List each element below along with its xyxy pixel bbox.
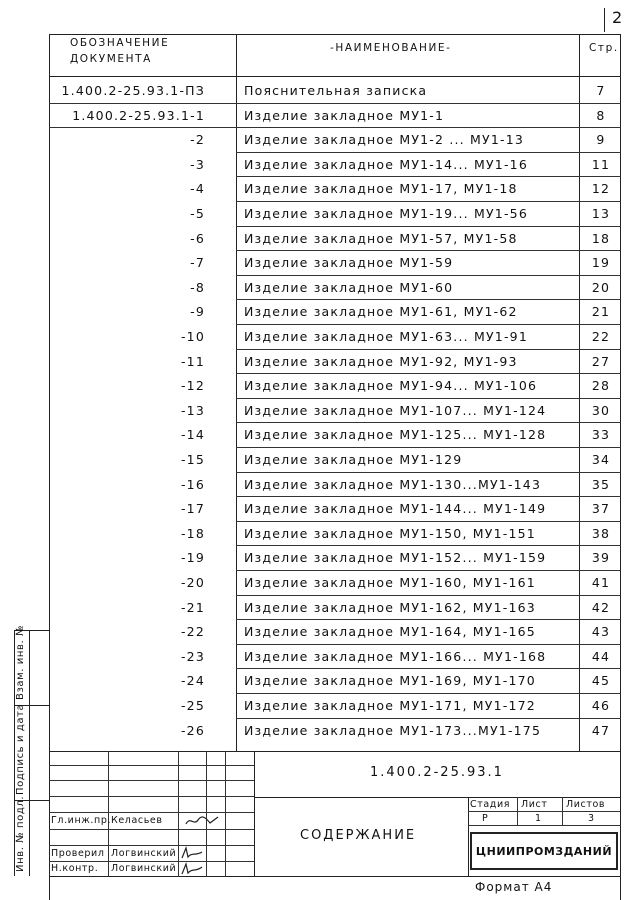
row-code: -2 — [190, 132, 205, 148]
row-divider — [236, 644, 621, 645]
row-name: Изделие закладное МУ1-129 — [244, 452, 463, 467]
row-divider — [236, 545, 621, 546]
row-divider — [236, 176, 621, 177]
row-code: -22 — [180, 624, 205, 640]
row-divider — [236, 349, 621, 350]
row-divider — [236, 152, 621, 153]
row-page: 22 — [591, 329, 611, 344]
row-code: -26 — [180, 722, 205, 738]
row-code: -12 — [180, 378, 205, 394]
row-name: Изделие закладное МУ1-125... МУ1-128 — [244, 427, 547, 443]
organization-logo — [470, 832, 618, 870]
row-divider — [236, 226, 621, 227]
row-page: 18 — [591, 230, 611, 246]
tb-title-divider — [468, 797, 469, 877]
tb-stage-col-2 — [562, 797, 563, 825]
row-name: Изделие закладное МУ1-63... МУ1-91 — [244, 329, 528, 344]
tb-row-7 — [49, 861, 254, 862]
header-name: -НАИМЕНОВАНИЕ- — [330, 42, 452, 54]
row-code: -3 — [190, 156, 205, 172]
row-name: Изделие закладное МУ1-2 ... МУ1-13 — [244, 132, 524, 148]
format-label: Формат А4 — [475, 880, 553, 894]
name-norm-control: Логвинский — [111, 863, 177, 874]
row-name: Изделие закладное МУ1-59 — [244, 255, 454, 271]
row-page: 8 — [596, 107, 606, 123]
stamp-signature-date-label: Подпись и дата — [15, 703, 26, 795]
row-code: 1.400.2-25.93.1-ПЗ — [61, 83, 205, 98]
row-name: Изделие закладное МУ1-169, МУ1-170 — [244, 673, 536, 689]
row-name: Изделие закладное МУ1-166... МУ1-168 — [244, 648, 547, 664]
sheet-number-box-line — [604, 8, 605, 32]
row-code: -11 — [180, 353, 205, 369]
row-name: Изделие закладное МУ1-130...МУ1-143 — [244, 476, 542, 492]
row-page: 37 — [591, 501, 611, 517]
row-divider — [236, 324, 621, 325]
row-name: Изделие закладное МУ1-94... МУ1-106 — [244, 378, 538, 394]
row-divider — [236, 447, 621, 448]
row-code: -17 — [180, 501, 205, 517]
row-page: 13 — [591, 206, 611, 221]
row-divider — [236, 250, 621, 251]
tb-stage-header-divider — [468, 811, 621, 812]
row-divider — [236, 472, 621, 473]
row-page: 39 — [591, 550, 611, 566]
row-divider — [236, 373, 621, 374]
tb-row-2 — [49, 780, 254, 781]
row-page: 19 — [591, 255, 611, 271]
row-divider — [236, 275, 621, 276]
role-norm-control: Н.контр. — [51, 863, 99, 874]
row-name: Изделие закладное МУ1-152... МУ1-159 — [244, 550, 547, 566]
row-name: Изделие закладное МУ1-14... МУ1-16 — [244, 156, 528, 172]
row-name: Изделие закладное МУ1-1 — [244, 107, 445, 123]
header-designation-line2: ДОКУМЕНТА — [70, 53, 152, 65]
row-code: -13 — [180, 402, 205, 418]
signature-chief-engineer — [184, 814, 220, 828]
tb-code-divider — [254, 797, 621, 798]
row-name: Пояснительная записка — [244, 83, 428, 98]
tb-stage-value-divider — [468, 825, 621, 826]
document-title: СОДЕРЖАНИЕ — [300, 828, 417, 843]
row-divider — [236, 496, 621, 497]
row-code: -5 — [190, 206, 205, 221]
row-divider — [236, 521, 621, 522]
tb-row-3 — [49, 796, 254, 797]
row-code: -4 — [190, 181, 205, 197]
table-header-divider — [49, 76, 621, 77]
row-page: 41 — [591, 575, 611, 590]
row-page: 27 — [591, 353, 611, 369]
row-code: -23 — [180, 648, 205, 664]
row-page: 44 — [591, 648, 611, 664]
organization-name: ЦНИИПРОМЗДАНИЙ — [475, 844, 613, 858]
row-page: 34 — [591, 452, 611, 467]
frame-right — [620, 34, 621, 900]
row-page: 43 — [591, 624, 611, 640]
header-page: Стр. — [589, 42, 619, 54]
row-name: Изделие закладное МУ1-171, МУ1-172 — [244, 698, 536, 713]
frame-bottom — [49, 876, 621, 877]
stage-value: Р — [482, 813, 489, 824]
row-name: Изделие закладное МУ1-173...МУ1-175 — [244, 722, 542, 738]
side-stamp-divider — [29, 630, 30, 876]
title-block-top — [49, 751, 621, 752]
role-checked: Проверил — [51, 848, 105, 859]
row-page: 28 — [591, 378, 611, 394]
row-divider — [236, 668, 621, 669]
row-name: Изделие закладное МУ1-92, МУ1-93 — [244, 353, 518, 369]
row-name: Изделие закладное МУ1-160, МУ1-161 — [244, 575, 536, 590]
row-divider — [236, 398, 621, 399]
tb-col-4 — [225, 751, 226, 877]
tb-stage-col-1 — [517, 797, 518, 825]
row-code: -10 — [180, 329, 205, 344]
row-code: -18 — [180, 525, 205, 541]
row-name: Изделие закладное МУ1-19... МУ1-56 — [244, 206, 528, 221]
row-code: -14 — [180, 427, 205, 443]
row-page: 33 — [591, 427, 611, 443]
row-code: -7 — [190, 255, 205, 271]
row-code: -16 — [180, 476, 205, 492]
row-page: 20 — [591, 279, 611, 295]
signature-norm-control — [180, 862, 204, 876]
row-name: Изделие закладное МУ1-61, МУ1-62 — [244, 304, 518, 320]
frame-top — [49, 34, 621, 35]
document-code: 1.400.2-25.93.1 — [370, 765, 504, 780]
row-divider — [236, 570, 621, 571]
row-name: Изделие закладное МУ1-150, МУ1-151 — [244, 525, 536, 541]
role-chief-engineer: Гл.инж.пр. — [51, 815, 112, 826]
row-code: -19 — [180, 550, 205, 566]
stage-label: Стадия — [470, 799, 511, 810]
row-page: 46 — [591, 698, 611, 713]
name-checked: Логвинский — [111, 848, 177, 859]
row-page: 30 — [591, 402, 611, 418]
row-page: 9 — [596, 132, 606, 148]
row-divider — [236, 595, 621, 596]
row-code: -15 — [180, 452, 205, 467]
name-chief-engineer: Келасьев — [111, 815, 163, 826]
row-name: Изделие закладное МУ1-17, МУ1-18 — [244, 181, 518, 197]
row-page: 21 — [591, 304, 611, 320]
row-page: 42 — [591, 599, 611, 615]
sheets-label: Листов — [566, 799, 606, 810]
title-block-main-divider — [254, 751, 255, 877]
row-code: -24 — [180, 673, 205, 689]
row-divider — [236, 422, 621, 423]
row-divider-left — [49, 127, 236, 128]
row-name: Изделие закладное МУ1-107... МУ1-124 — [244, 402, 547, 418]
row-name: Изделие закладное МУ1-144... МУ1-149 — [244, 501, 547, 517]
row-code: -6 — [190, 230, 205, 246]
row-divider — [236, 201, 621, 202]
tb-col-1 — [108, 751, 109, 877]
row-divider — [236, 693, 621, 694]
row-code: 1.400.2-25.93.1-1 — [72, 107, 205, 123]
row-divider-left — [49, 103, 236, 104]
sheets-value: 3 — [588, 813, 595, 824]
header-designation-line1: ОБОЗНАЧЕНИЕ — [70, 37, 170, 49]
row-code: -21 — [180, 599, 205, 615]
row-name: Изделие закладное МУ1-162, МУ1-163 — [244, 599, 536, 615]
row-page: 35 — [591, 476, 611, 492]
sheet-label: Лист — [521, 799, 548, 810]
row-page: 38 — [591, 525, 611, 541]
row-page: 45 — [591, 673, 611, 689]
tb-row-1 — [49, 765, 254, 766]
stamp-inventory-label: Инв. № подл. — [15, 795, 26, 872]
row-divider — [236, 619, 621, 620]
tb-row-5 — [49, 829, 254, 830]
sheet-number: 2 — [612, 8, 623, 27]
signature-checked — [180, 846, 204, 860]
stamp-replaced-label: Взам. инв. № — [15, 624, 26, 700]
row-divider — [236, 299, 621, 300]
row-code: -9 — [190, 304, 205, 320]
row-divider — [236, 127, 621, 128]
row-page: 11 — [591, 156, 611, 172]
row-code: -8 — [190, 279, 205, 295]
row-name: Изделие закладное МУ1-164, МУ1-165 — [244, 624, 536, 640]
row-name: Изделие закладное МУ1-57, МУ1-58 — [244, 230, 518, 246]
tb-row-4 — [49, 812, 254, 813]
tb-col-2 — [178, 751, 179, 877]
row-code: -20 — [180, 575, 205, 590]
row-divider — [236, 718, 621, 719]
row-divider — [236, 103, 621, 104]
sheet-value: 1 — [535, 813, 542, 824]
row-page: 12 — [591, 181, 611, 197]
row-page: 47 — [591, 722, 611, 738]
frame-left — [49, 34, 50, 900]
tb-row-6 — [49, 845, 254, 846]
row-code: -25 — [180, 698, 205, 713]
row-name: Изделие закладное МУ1-60 — [244, 279, 454, 295]
row-page: 7 — [596, 83, 606, 98]
